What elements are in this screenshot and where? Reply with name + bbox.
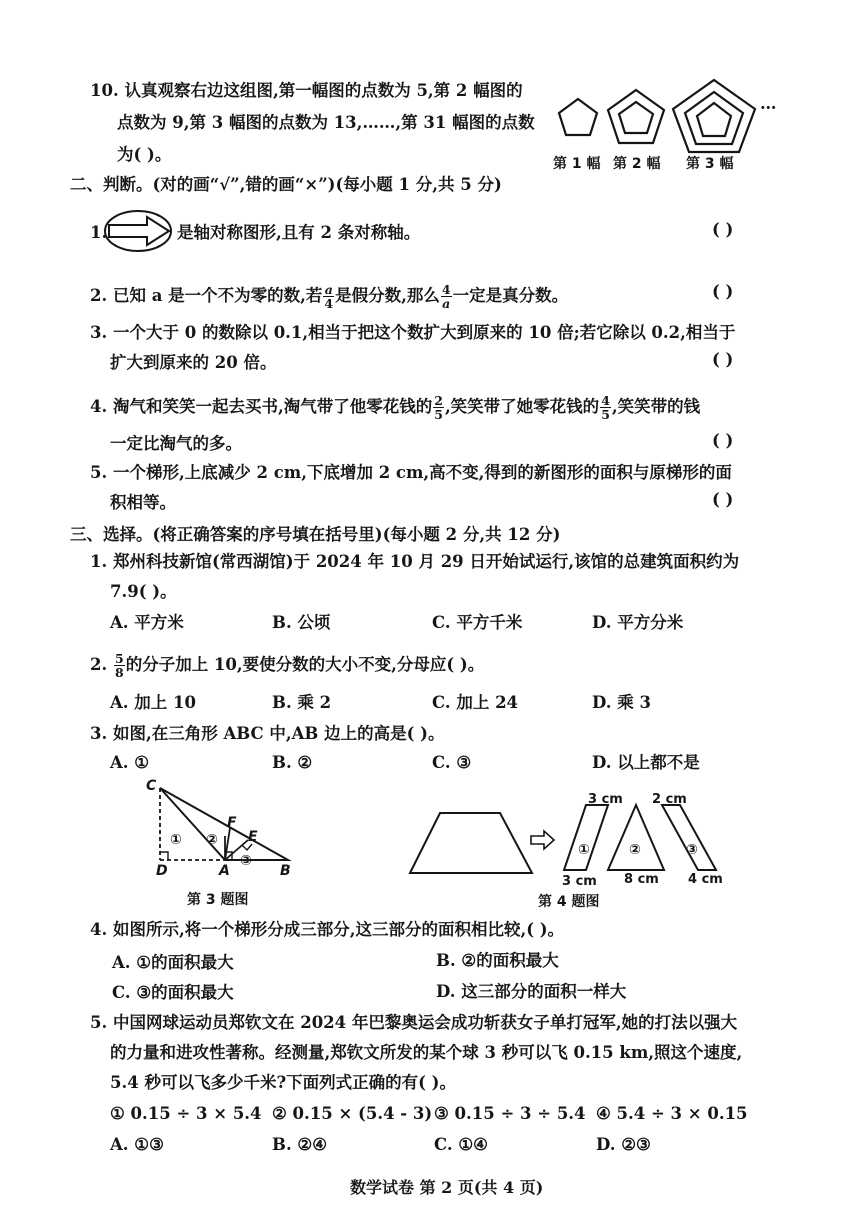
dim-top-part1: 3 cm [588, 792, 623, 807]
dim-bottom-part1: 3 cm [562, 874, 597, 889]
part1-parallelogram [564, 805, 608, 870]
fraction-a-over-4: $\frac{a}{4}$ [324, 282, 334, 311]
point-c: C [146, 778, 157, 794]
figure-circle [105, 211, 171, 251]
fraction-4-over-a: $\frac{4}{a}$ [441, 282, 451, 311]
choice5-line1: 5. 中国网球运动员郑钦文在 2024 年巴黎奥运会成功斩获女子单打冠军,她的打法以强大 [90, 1013, 738, 1032]
fig3-label: 第 3 幅 [686, 156, 734, 172]
right-angle-d [160, 852, 168, 860]
choice3-question: 3. 如图,在三角形 ABC 中,AB 边上的高是( )。 [90, 724, 445, 743]
triangle-abc [160, 788, 288, 860]
choice3-option-c[interactable]: C. ③ [432, 753, 472, 772]
choice1-option-a[interactable]: A. 平方米 [110, 613, 184, 632]
choice3-option-d[interactable]: D. 以上都不是 [592, 753, 700, 772]
fig3-caption: 第 3 题图 [187, 892, 249, 908]
point-d: D [156, 863, 168, 879]
choice5-expr-1: ① 0.15 ÷ 3 × 5.4 [110, 1104, 262, 1123]
part2-triangle [608, 805, 664, 870]
choice4-option-d[interactable]: D. 这三部分的面积一样大 [436, 982, 627, 1001]
fraction-2-over-5: $\frac{2}{5}$ [434, 393, 443, 422]
section2-heading: 二、判断。(对的画“√”,错的画“×”)(每小题 1 分,共 5 分) [70, 175, 502, 194]
pentagon-fig1 [559, 99, 597, 135]
judge4-answer[interactable]: ( ) [712, 431, 734, 450]
judge5-line2: 积相等。 [110, 493, 176, 512]
judge1-answer[interactable]: ( ) [712, 220, 734, 239]
choice2-question: 2. $\frac{5}{8}$ 的分子加上 10,要使分数的大小不变,分母应( )。 [90, 651, 485, 680]
choice1-option-c[interactable]: C. 平方千米 [432, 613, 523, 632]
choice2-option-a[interactable]: A. 加上 10 [110, 693, 196, 712]
choice4-option-a[interactable]: A. ①的面积最大 [112, 953, 234, 972]
judge5-line1: 5. 一个梯形,上底减少 2 cm,下底增加 2 cm,高不变,得到的新图形的面积与原梯形的面 [90, 463, 732, 482]
choice2-option-c[interactable]: C. 加上 24 [432, 693, 519, 712]
mark-1: ① [170, 832, 182, 848]
q10-ellipsis: … [760, 94, 777, 113]
fig2-label: 第 2 幅 [613, 156, 661, 172]
judge2-answer[interactable]: ( ) [712, 282, 734, 301]
choice4-question: 4. 如图所示,将一个梯形分成三部分,这三部分的面积相比较,( )。 [90, 920, 565, 939]
choice1-line1: 1. 郑州科技新馆(常西湖馆)于 2024 年 10 月 29 日开始试运行,该馆的总建筑面积约为 [90, 552, 740, 571]
dim-bottom-part2: 8 cm [624, 872, 659, 887]
judge3-line2: 扩大到原来的 20 倍。 [110, 353, 277, 372]
judge1-text: 是轴对称图形,且有 2 条对称轴。 [177, 223, 421, 242]
q10-line2: 点数为 9,第 3 幅图的点数为 13,……,第 31 幅图的点数 [117, 113, 535, 132]
fraction-4-over-5: $\frac{4}{5}$ [601, 393, 610, 422]
choice4-option-b[interactable]: B. ②的面积最大 [436, 951, 559, 970]
part-mark-1: ① [578, 842, 590, 858]
q10-line1: 10. 认真观察右边这组图,第一幅图的点数为 5,第 2 幅图的 [90, 81, 523, 100]
mark-3: ③ [240, 853, 252, 869]
choice5-option-d[interactable]: D. ②③ [596, 1135, 651, 1154]
choice5-option-b[interactable]: B. ②④ [272, 1135, 328, 1154]
pentagon-fig2-outer [608, 90, 664, 143]
fraction-5-over-8: $\frac{5}{8}$ [114, 651, 124, 680]
judge3-answer[interactable]: ( ) [712, 350, 734, 369]
part-mark-3: ③ [686, 842, 698, 858]
choice4-option-c[interactable]: C. ③的面积最大 [112, 983, 234, 1002]
arrow-circle-figure [103, 209, 183, 253]
fig1-label: 第 1 幅 [553, 156, 601, 172]
q10-line3: 为( )。 [117, 145, 172, 164]
choice5-option-c[interactable]: C. ①④ [434, 1135, 488, 1154]
part-mark-2: ② [629, 842, 641, 858]
dim-bottom-part3: 4 cm [688, 872, 723, 887]
choice1-option-d[interactable]: D. 平方分米 [592, 613, 684, 632]
judge3-line1: 3. 一个大于 0 的数除以 0.1,相当于把这个数扩大到原来的 10 倍;若它除以 0.2,相当于 [90, 323, 736, 342]
choice1-option-b[interactable]: B. 公顷 [272, 613, 331, 632]
choice5-expr-3: ③ 0.15 ÷ 3 ÷ 5.4 [434, 1104, 586, 1123]
judge5-answer[interactable]: ( ) [712, 490, 734, 509]
judge4-line1: 4. 淘气和笑笑一起去买书,淘气带了他零花钱的 $\frac{2}{5}$ ,笑笑带了她零花钱的 $\frac{4}{5}$ ,笑笑带的钱 [90, 393, 701, 422]
section3-heading: 三、选择。(将正确答案的序号填在括号里)(每小题 2 分,共 12 分) [70, 525, 561, 544]
choice5-expr-4: ④ 5.4 ÷ 3 × 0.15 [596, 1104, 748, 1123]
pentagon-fig2-inner [619, 102, 653, 133]
part3-parallelogram [662, 805, 716, 870]
point-b: B [280, 863, 291, 879]
choice5-expr-2: ② 0.15 × (5.4 - 3) [272, 1104, 433, 1123]
fig4-caption: 第 4 题图 [538, 894, 600, 910]
point-e: E [248, 829, 258, 845]
choice5-option-a[interactable]: A. ①③ [110, 1135, 164, 1154]
choice5-line2: 的力量和进攻性著称。经测量,郑钦文所发的某个球 3 秒可以飞 0.15 km,照这个速度, [110, 1043, 743, 1062]
arrow-right-icon [531, 831, 554, 849]
point-f: F [227, 815, 237, 831]
choice3-option-b[interactable]: B. ② [272, 753, 313, 772]
arrow-icon [109, 217, 169, 245]
choice3-option-a[interactable]: A. ① [110, 753, 150, 772]
choice1-line2: 7.9( )。 [110, 582, 177, 601]
choice2-option-d[interactable]: D. 乘 3 [592, 693, 651, 712]
judge2: 2. 已知 a 是一个不为零的数,若 $\frac{a}{4}$ 是假分数,那么 $\frac{4}{a}$ 一定是真分数。 [90, 282, 569, 311]
trapezoid-original [410, 813, 532, 873]
dim-top-part3: 2 cm [652, 792, 687, 807]
point-a: A [219, 863, 230, 879]
choice2-option-b[interactable]: B. 乘 2 [272, 693, 332, 712]
choice5-line3: 5.4 秒可以飞多少千米?下面列式正确的有( )。 [110, 1073, 456, 1092]
page-footer: 数学试卷 第 2 页(共 4 页) [350, 1178, 544, 1197]
judge1-num: 1. [90, 223, 108, 242]
mark-2: ② [206, 832, 218, 848]
pentagon-fig3-inner [697, 103, 731, 136]
judge4-line2: 一定比淘气的多。 [110, 434, 242, 453]
